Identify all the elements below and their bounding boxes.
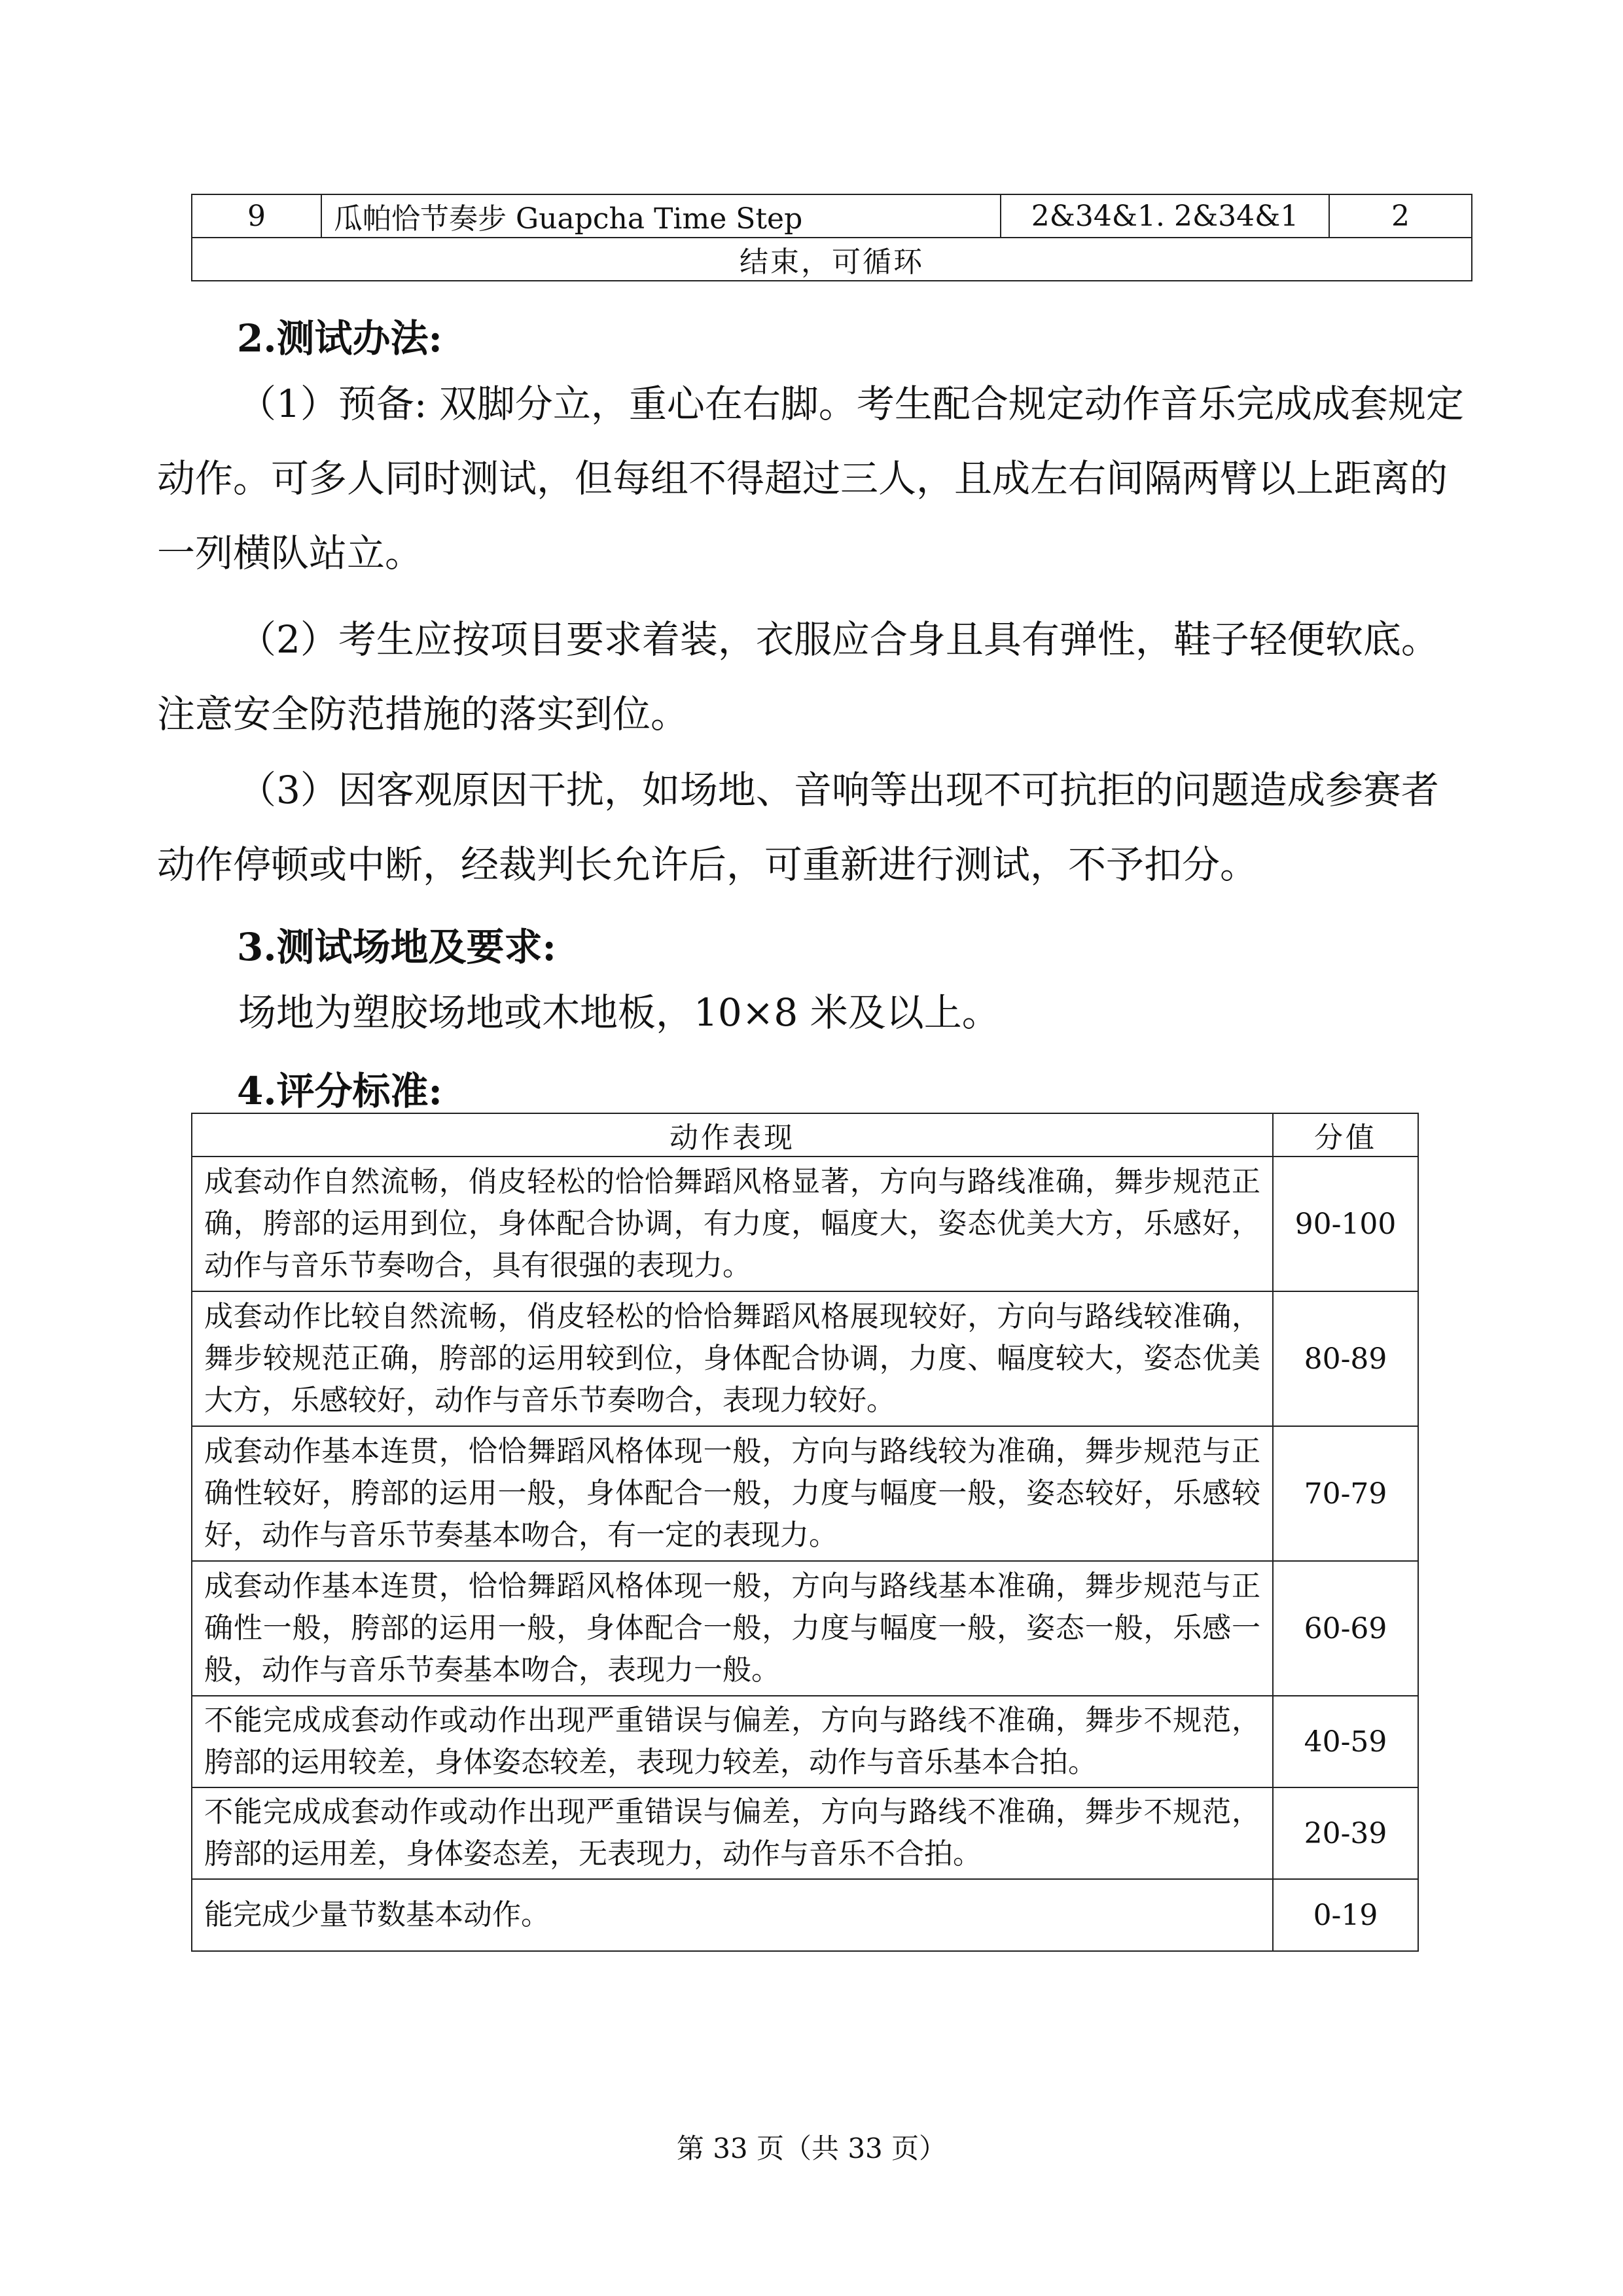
header-score: 分值: [1273, 1113, 1418, 1157]
table-row: [192, 1291, 1418, 1426]
section-4-heading: 4.评分标准:: [237, 1069, 442, 1113]
section-3-paragraph: 场地为塑胶场地或木地板，10×8 米及以上。: [238, 990, 1000, 1035]
step-number: 9: [192, 194, 321, 238]
end-row: 结束，可循环: [192, 238, 1472, 281]
table-row: [192, 1561, 1418, 1696]
section-3-heading: 3.测试场地及要求:: [237, 925, 556, 969]
table-row: [192, 1787, 1418, 1879]
score-range: 80-89: [1273, 1291, 1418, 1426]
header-performance: 动作表现: [192, 1113, 1273, 1157]
table-header-row: [192, 1113, 1418, 1157]
score-range: 70-79: [1273, 1426, 1418, 1561]
step-count: 2: [1329, 194, 1472, 238]
criteria-text: 成套动作基本连贯，恰恰舞蹈风格体现一般，方向与路线较为准确，舞步规范与正确性较好，胯部的运用一般，身体配合一般，力度与幅度一般，姿态较好，乐感较好，动作与音乐节奏基本吻合，有一定的表现力。: [192, 1426, 1273, 1561]
section-2-paragraph-1: （1）预备: 双脚分立，重心在右脚。考生配合规定动作音乐完成成套规定动作。可多人同时测试，但每组不得超过三人，且成左右间隔两臂以上距离的一列横队站立。: [157, 382, 1464, 575]
score-range: 0-19: [1273, 1879, 1418, 1951]
criteria-text: 不能完成成套动作或动作出现严重错误与偏差，方向与路线不准确，舞步不规范，胯部的运用差，身体姿态差，无表现力，动作与音乐不合拍。: [192, 1787, 1273, 1879]
table-row: [192, 238, 1472, 281]
criteria-text: 能完成少量节数基本动作。: [192, 1879, 1273, 1951]
table-row: [192, 1426, 1418, 1561]
table-row: [192, 194, 1472, 238]
scoring-table: [191, 1113, 1419, 1952]
score-range: 90-100: [1273, 1157, 1418, 1291]
criteria-text: 成套动作基本连贯，恰恰舞蹈风格体现一般，方向与路线基本准确，舞步规范与正确性一般，胯部的运用一般，身体配合一般，力度与幅度一般，姿态一般，乐感一般，动作与音乐节奏基本吻合，表现力一般。: [192, 1561, 1273, 1696]
score-range: 60-69: [1273, 1561, 1418, 1696]
section-2-paragraph-2: （2）考生应按项目要求着装，衣服应合身且具有弹性，鞋子轻便软底。注意安全防范措施的落实到位。: [157, 617, 1439, 736]
table-row: [192, 1157, 1418, 1291]
criteria-text: 成套动作比较自然流畅，俏皮轻松的恰恰舞蹈风格展现较好，方向与路线较准确，舞步较规范正确，胯部的运用较到位，身体配合协调，力度、幅度较大，姿态优美大方，乐感较好，动作与音乐节奏吻合，表现力较好。: [192, 1291, 1273, 1426]
criteria-text: 不能完成成套动作或动作出现严重错误与偏差，方向与路线不准确，舞步不规范，胯部的运用较差，身体姿态较差，表现力较差，动作与音乐基本合拍。: [192, 1696, 1273, 1787]
routine-table: [191, 194, 1472, 281]
table-row: [192, 1696, 1418, 1787]
step-rhythm: 2&34&1. 2&34&1: [1001, 194, 1329, 238]
table-row: [192, 1879, 1418, 1951]
section-2-paragraph-3: （3）因客观原因干扰，如场地、音响等出现不可抗拒的问题造成参赛者动作停顿或中断，经裁判长允许后，可重新进行测试，不予扣分。: [157, 768, 1439, 887]
score-range: 20-39: [1273, 1787, 1418, 1879]
section-2-heading: 2.测试办法:: [237, 316, 442, 361]
criteria-text: 成套动作自然流畅，俏皮轻松的恰恰舞蹈风格显著，方向与路线准确，舞步规范正确，胯部的运用到位，身体配合协调，有力度，幅度大，姿态优美大方，乐感好，动作与音乐节奏吻合，具有很强的表现力。: [192, 1157, 1273, 1291]
step-name: 瓜帕恰节奏步 Guapcha Time Step: [321, 194, 1001, 238]
page-footer: 第 33 页（共 33 页）: [676, 2132, 947, 2164]
score-range: 40-59: [1273, 1696, 1418, 1787]
